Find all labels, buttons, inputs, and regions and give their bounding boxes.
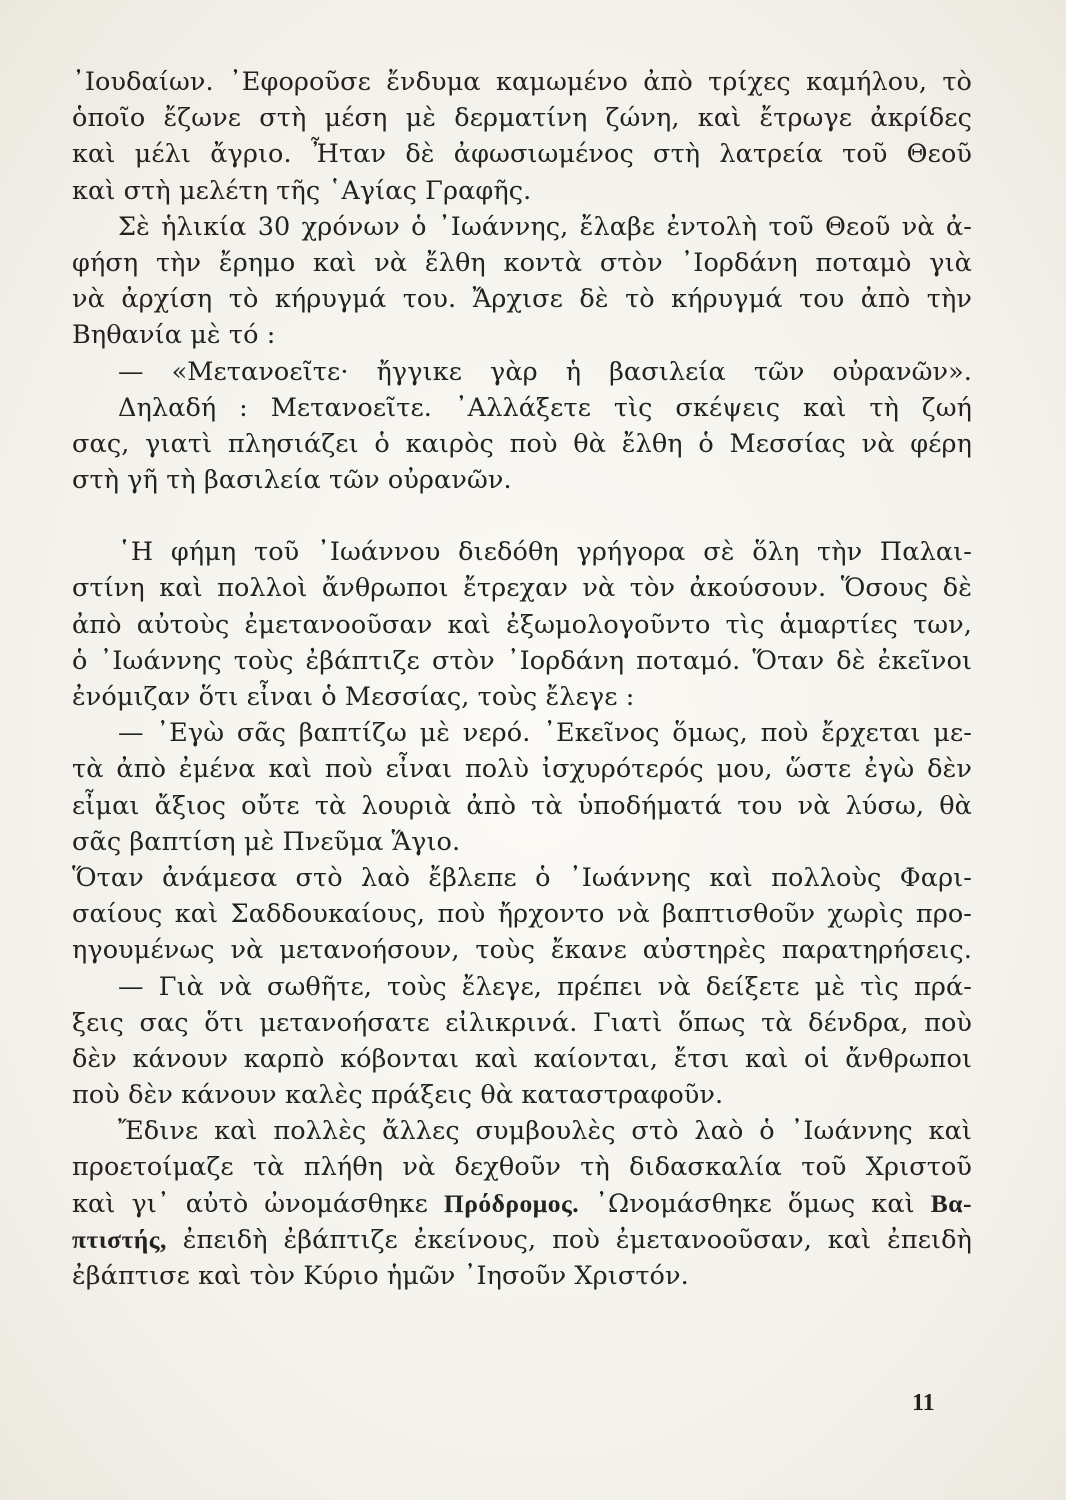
- text-line: Ἔδινε καὶ πολλὲς ἄλλες συμβουλὲς στὸ λαὸ ὁ ᾿Ιωάννης καὶ: [118, 1116, 972, 1147]
- text-line: ἀπὸ αὐτοὺς ἐμετανοοῦσαν καὶ ἐξωμολογοῦντο τὶς ἁμαρτίες των,: [72, 609, 972, 640]
- text-line: ξεις σας ὅτι μετανοήσατε εἰλικρινά. Γιατὶ ὅπως τὰ δένδρα, ποὺ: [72, 1007, 972, 1038]
- text-line: σας, γιατὶ πλησιάζει ὁ καιρὸς ποὺ θὰ ἔλθη ὁ Μεσσίας νὰ φέρη: [72, 428, 972, 459]
- text-line: Βηθανία μὲ τό :: [72, 320, 276, 351]
- text-line: σαίους καὶ Σαδδουκαίους, ποὺ ἤρχοντο νὰ βαπτισθοῦν χωρὶς προ-: [72, 899, 972, 930]
- text-line: — Γιὰ νὰ σωθῆτε, τοὺς ἔλεγε, πρέπει νὰ δείξετε μὲ τὶς πρά-: [118, 971, 972, 1002]
- text-line: ῾Η φήμη τοῦ ᾿Ιωάννου διεδόθη γρήγορα σὲ ὅλη τὴν Παλαι-: [118, 537, 972, 568]
- text-line: καὶ μέλι ἄγριο. Ἦταν δὲ ἀφωσιωμένος στὴ λατρεία τοῦ Θεοῦ: [72, 139, 972, 170]
- text-run: ἐπειδὴ ἐβάπτιζε ἐκείνους, ποὺ ἐμετανοοῦσαν, καὶ ἐπειδὴ: [166, 1224, 972, 1255]
- text-line: [72, 1222, 972, 1258]
- text-line: νὰ ἀρχίση τὸ κήρυγμά του. Ἄρχισε δὲ τὸ κήρυγμά του ἀπὸ τὴν: [72, 284, 972, 315]
- body-text: [72, 64, 972, 1294]
- text-line: Ὅταν ἀνάμεσα στὸ λαὸ ἔβλεπε ὁ ᾿Ιωάννης καὶ πολλοὺς Φαρι-: [72, 862, 972, 893]
- text-line: σᾶς βαπτίση μὲ Πνεῦμα Ἅγιο.: [72, 826, 461, 857]
- text-line: ἐβάπτισε καὶ τὸν Κύριο ἡμῶν ᾿Ιησοῦν Χριστόν.: [72, 1261, 689, 1291]
- text-line: καὶ στὴ μελέτη τῆς ῾Αγίας Γραφῆς.: [72, 175, 532, 206]
- text-line: εἶμαι ἄξιος οὔτε τὰ λουριὰ ἀπὸ τὰ ὑποδήματά του νὰ λύσω, θὰ: [72, 790, 972, 821]
- text-line: — «Μετανοεῖτε· ἤγγικε γὰρ ἡ βασιλεία τῶν οὐρανῶν».: [118, 356, 972, 387]
- text-line: Σὲ ἡλικία 30 χρόνων ὁ ᾿Ιωάννης, ἔλαβε ἐντολὴ τοῦ Θεοῦ νὰ ἀ-: [118, 211, 972, 242]
- text-line: στὴ γῆ τὴ βασιλεία τῶν οὐρανῶν.: [72, 465, 512, 496]
- text-line: — ᾿Εγὼ σᾶς βαπτίζω μὲ νερό. ᾿Εκεῖνος ὅμως, ποὺ ἔρχεται με-: [118, 718, 972, 749]
- text-line: ἐνόμιζαν ὅτι εἶναι ὁ Μεσσίας, τοὺς ἔλεγε :: [72, 682, 635, 712]
- text-line: στίνη καὶ πολλοὶ ἄνθρωποι ἔτρεχαν νὰ τὸν ἀκούσουν. Ὅσους δὲ: [72, 573, 972, 604]
- bold-term-baptistis-start: Βα-: [930, 1188, 972, 1218]
- page-number: 11: [912, 1390, 935, 1416]
- text-line: τὰ ἀπὸ ἐμένα καὶ ποὺ εἶναι πολὺ ἰσχυρότερός μου, ὥστε ἐγὼ δὲν: [72, 754, 972, 785]
- bold-term-baptistis-end: πτιστής,: [72, 1224, 167, 1254]
- text-line: φήση τὴν ἔρημο καὶ νὰ ἔλθη κοντὰ στὸν ᾿Ιορδάνη ποταμὸ γιὰ: [72, 247, 972, 278]
- text-line: ὁ ᾿Ιωάννης τοὺς ἐβάπτιζε στὸν ᾿Ιορδάνη ποταμό. Ὅταν δὲ ἐκεῖνοι: [72, 645, 972, 676]
- text-line: ᾿Ιουδαίων. ᾿Εφοροῦσε ἔνδυμα καμωμένο ἀπὸ τρίχες καμήλου, τὸ: [72, 67, 972, 97]
- bold-term-prodromos: Πρόδρομος.: [443, 1188, 580, 1218]
- text-line: προετοίμαζε τὰ πλήθη νὰ δεχθοῦν τὴ διδασκαλία τοῦ Χριστοῦ: [72, 1152, 972, 1183]
- text-line: [72, 1186, 972, 1222]
- text-run: καὶ γι᾿ αὐτὸ ὠνομάσθηκε: [72, 1188, 444, 1219]
- text-line: ὁποῖο ἔζωνε στὴ μέση μὲ δερματίνη ζώνη, καὶ ἔτρωγε ἀκρίδες: [72, 103, 972, 134]
- text-line: ηγουμένως νὰ μετανοήσουν, τοὺς ἔκανε αὐστηρὲς παρατηρήσεις.: [72, 935, 972, 966]
- text-line: Δηλαδή : Μετανοεῖτε. ᾿Αλλάξετε τὶς σκέψεις καὶ τὴ ζωή: [118, 392, 972, 423]
- text-line: ποὺ δὲν κάνουν καλὲς πράξεις θὰ καταστραφοῦν.: [72, 1080, 724, 1111]
- paragraph-gap: [72, 498, 972, 534]
- text-run: ᾿Ωνομάσθηκε ὅμως καὶ: [579, 1188, 931, 1219]
- text-line: δὲν κάνουν καρπὸ κόβονται καὶ καίονται, ἔτσι καὶ οἱ ἄνθρωποι: [72, 1043, 972, 1074]
